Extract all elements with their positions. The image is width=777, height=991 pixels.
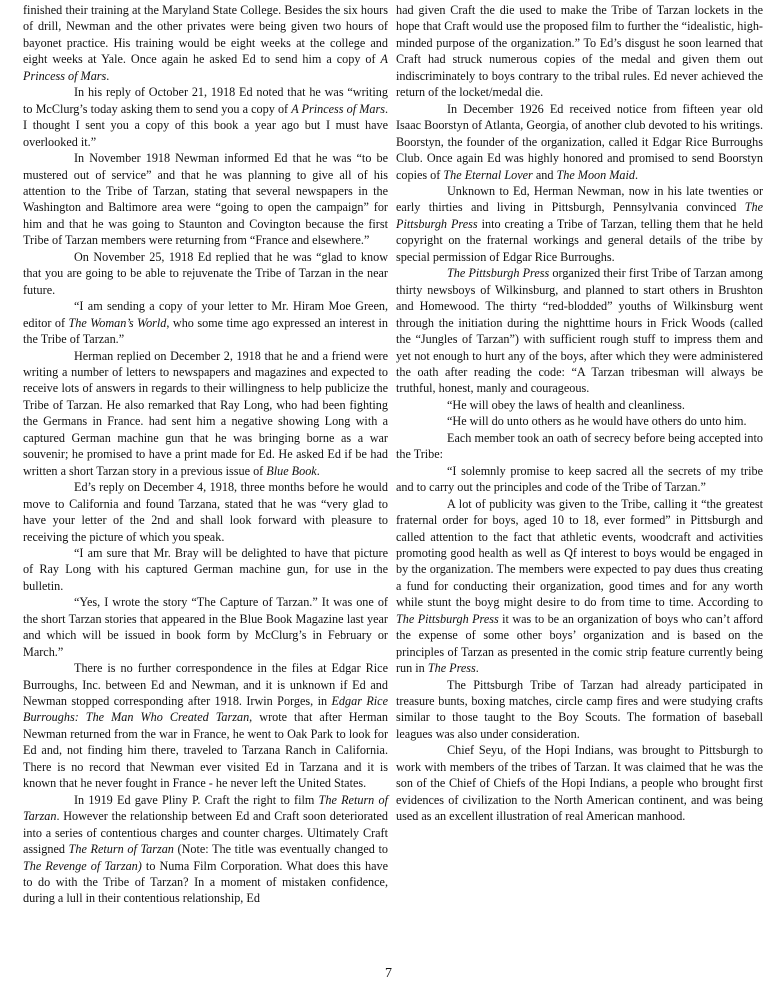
text-run: “I solemnly promise to keep sacred all the secrets of my tribe and to carry out the principles and code of the Tribe of Tarzan.” [396,463,763,495]
paragraph [23,660,388,792]
italic-title: The Return of Tarzan [68,842,174,857]
text-run: Unknown to Ed, Herman Newman, now in his late twenties or early thirties and living in Pittsburgh, Pennsylvania convinced [396,183,763,215]
text-run: On November 25, 1918 Ed replied that he was “glad to know that you are going to be able to rejuvenate the Tribe of Tarzan in the near future. [23,249,388,297]
italic-title: The Pittsburgh Press [447,266,550,281]
left-text-column [23,2,388,907]
text-run: organized their first Tribe of Tarzan among thirty newsboys of Wilkinsburg, and planned to start others in Brushton and Homewood. The thirty “red-blodded” youths of Wilkinsburg went through the initiation during the nighttime hours in Frick Woods (called the “Jungles of Tarzan”) with sufficient rough stuff to impress them and yet not enough to hurt any of the boys, after which they were administered the oath after reading the code: “A Tarzan tribesman will always be truthful, honest, manly and courageous. [396,266,763,396]
text-run: into creating a Tribe of Tarzan, telling them that he held copyright on the fraternal workings and general details of the tribe by special permission of Edgar Rice Burroughs. [396,216,763,264]
text-run: . I thought I sent you a copy of this book a year ago but I must have overlooked it.” [23,101,388,149]
paragraph [396,397,763,413]
page-number: 7 [385,966,392,981]
right-text-column [396,2,763,825]
text-run: and [532,167,557,182]
text-run: The Pittsburgh Tribe of Tarzan had already participated in treasure bunts, boxing matches, circle camp fires and were studying crafts similar to those taught to the Boy Scouts. The formation of baseball leagues was also under consideration. [396,677,763,741]
text-run: “I am sure that Mr. Bray will be delighted to have that picture of Ray Long with his captured German machine gun, for use in the bulletin. [23,545,388,593]
italic-title: The Eternal Lover [443,167,533,182]
text-run: Chief Seyu, of the Hopi Indians, was brought to Pittsburgh to work with members of the tribes of Tarzan. It was claimed that he was the son of the Chief of Chiefs of the Hopi Indians, a people who brought first evidences of civilization to the North American continent, and was being used as an excellent illustration of real American manhood. [396,743,763,824]
paragraph [396,430,763,463]
text-run: . [475,661,479,676]
text-run: “He will do unto others as he would have others do unto him. [447,414,747,429]
italic-title: The Moon Maid [556,167,636,182]
text-run: A lot of publicity was given to the Tribe, calling it “the greatest fraternal order for boys, aged 10 to 18, ever formed” in Pittsburgh and called attention to the fact that athletic events, woodcraft and activities promoting good health as well as Qf interest to boys would be engaged in by the organization. The members were expected to pay dues thus creating a fund for conducting their organization, good times and for any worth while stunt the boyg might desire to do from time to time. According to [396,496,763,610]
paragraph [396,496,763,677]
paragraph [396,463,763,496]
text-run: . [106,68,110,83]
text-run: In his reply of October 21, 1918 Ed noted that he was “writing to McClurg’s today asking them to send you a copy of [23,85,388,116]
text-run: , wrote that after Herman Newman returned from the war in France, he went to Oak Park to look for Ed and, not finding him there, traveled to Tarzana Ranch in California. There is no record that Newman ever visited Ed in Tarzana and it is known that he never fought in France - he never left the United States. [23,710,388,791]
paragraph [396,413,763,429]
text-run: In 1919 Ed gave Pliny P. Craft the right to film [74,792,319,807]
text-run: , who some time ago expressed an interest in the Tribe of Tarzan.” [23,315,388,347]
paragraph [396,742,763,824]
text-run: to Numa Film Corporation. What does this have to do with the Tribe of Tarzan? In a moment of mistaken confidence, during a lull in their contentious relationship, Ed [23,858,388,906]
paragraph [23,545,388,594]
italic-title: A Princess of Mars [291,101,385,116]
paragraph [23,479,388,545]
text-run: In November 1918 Newman informed Ed that he was “to be mustered out of service” and that he was planning to give all of his attention to the Tribe of Tarzan, stating that several newspapers in the Washington and Baltimore area were “going to open the campaign” for him and that he was going to Staunton and Covington because the first Tribe of Tarzan members were returning from “France and elsewhere.” [23,151,388,248]
text-run: Each member took an oath of secrecy before being accepted into the Tribe: [396,430,763,462]
text-run: “He will obey the laws of health and cleanliness. [447,397,685,412]
italic-title: The Return of Tarzan [23,792,388,824]
italic-title: The Press [427,661,476,676]
italic-title: Blue Book [266,463,317,478]
text-run: had given Craft the die used to make the Tribe of Tarzan lockets in the hope that Craft would use the proposed film to further the “idealistic, high-minded purpose of the organization.” To Ed’s disgust he soon learned that Craft had struck numerous copies of the medal and given them out indiscriminately to boys contrary to the tribal rules. Ed never achieved the return of the locket/medal die. [396,3,763,100]
paragraph [23,249,388,298]
paragraph [396,101,763,183]
text-run: “I am sending a copy of your letter to Mr. Hiram Moe Green, editor of [23,299,388,330]
text-run: “Yes, I wrote the story “The Capture of Tarzan.” It was one of the short Tarzan stories that appeared in the Blue Book Magazine last year and which will be issued in book form by McClurg’s in February or March.” [23,595,388,659]
text-run: . [316,463,320,478]
italic-title: The Woman’s World [68,315,167,330]
text-run: There is no further correspondence in the files at Edgar Rice Burroughs, Inc. between Ed and Newman, and it is unknown if Ed and Newman stopped corresponding after 1918. Irwin Porges, in [23,661,388,709]
paragraph [23,792,388,907]
text-run: . However the relationship between Ed and Craft soon deteriorated into a series of contentious charges and counter charges. Ultimately Craft assigned [23,809,388,857]
paragraph [396,2,763,101]
italic-title: The Pittsburgh Press [396,200,763,231]
text-run: it was to be an organization of boys who can’t afford the expense of some other boys’ organization and is based on the principles of Tarzan as presented in the comic strip feature currently being run in [396,611,763,676]
text-run: . [635,167,639,182]
italic-title: Edgar Rice Burroughs: The Man Who Created Tarzan [23,694,388,725]
paragraph [23,150,388,249]
text-run: In December 1926 Ed received notice from fifteen year old Isaac Boorstyn of Atlanta, Georgia, of another club devoted to his writings. Boorstyn, the founder of the organization, called it Edgar Rice Burroughs Club. Once again Ed was highly honored and promised to send Boorstyn copies of [396,101,763,182]
italic-title: The Revenge of Tarzan) [23,858,142,873]
paragraph [23,2,388,84]
paragraph [396,265,763,397]
italic-title: The Pittsburgh Press [396,611,499,626]
paragraph [23,594,388,660]
paragraph [23,298,388,347]
text-run: Ed’s reply on December 4, 1918, three months before he would move to California and found Tarzana, stated that he was “very glad to have your letter of the 2nd and shall look forward with pleasure to receiving the picture of which you speak. [23,480,388,544]
text-run: (Note: The title was eventually changed to [173,842,388,857]
paragraph [396,677,763,743]
text-run: Herman replied on December 2, 1918 that he and a friend were writing a number of letters to newspapers and magazines and expected to receive lots of answers in regards to their willingness to help publicize the Tribe of Tarzan. He also remarked that Ray Long, who had been fighting the Germans in France. had sent him a negative showing Long with a captured German machine gun that he was bringing borne as a war souvenir; he promised to have a print made for Ed. He asked Ed if be had written a short Tarzan story in a previous issue of [23,348,388,478]
paragraph [23,84,388,150]
text-run: finished their training at the Maryland State College. Besides the six hours of drill, Newman and the other privates were being given two hours of bayonet practice. His training would be eight weeks at the college and eight weeks at Yale. Once again he asked Ed to send him a copy of [23,3,388,67]
paragraph [396,183,763,265]
italic-title: A Princess of Mars [23,52,388,83]
paragraph [23,348,388,480]
